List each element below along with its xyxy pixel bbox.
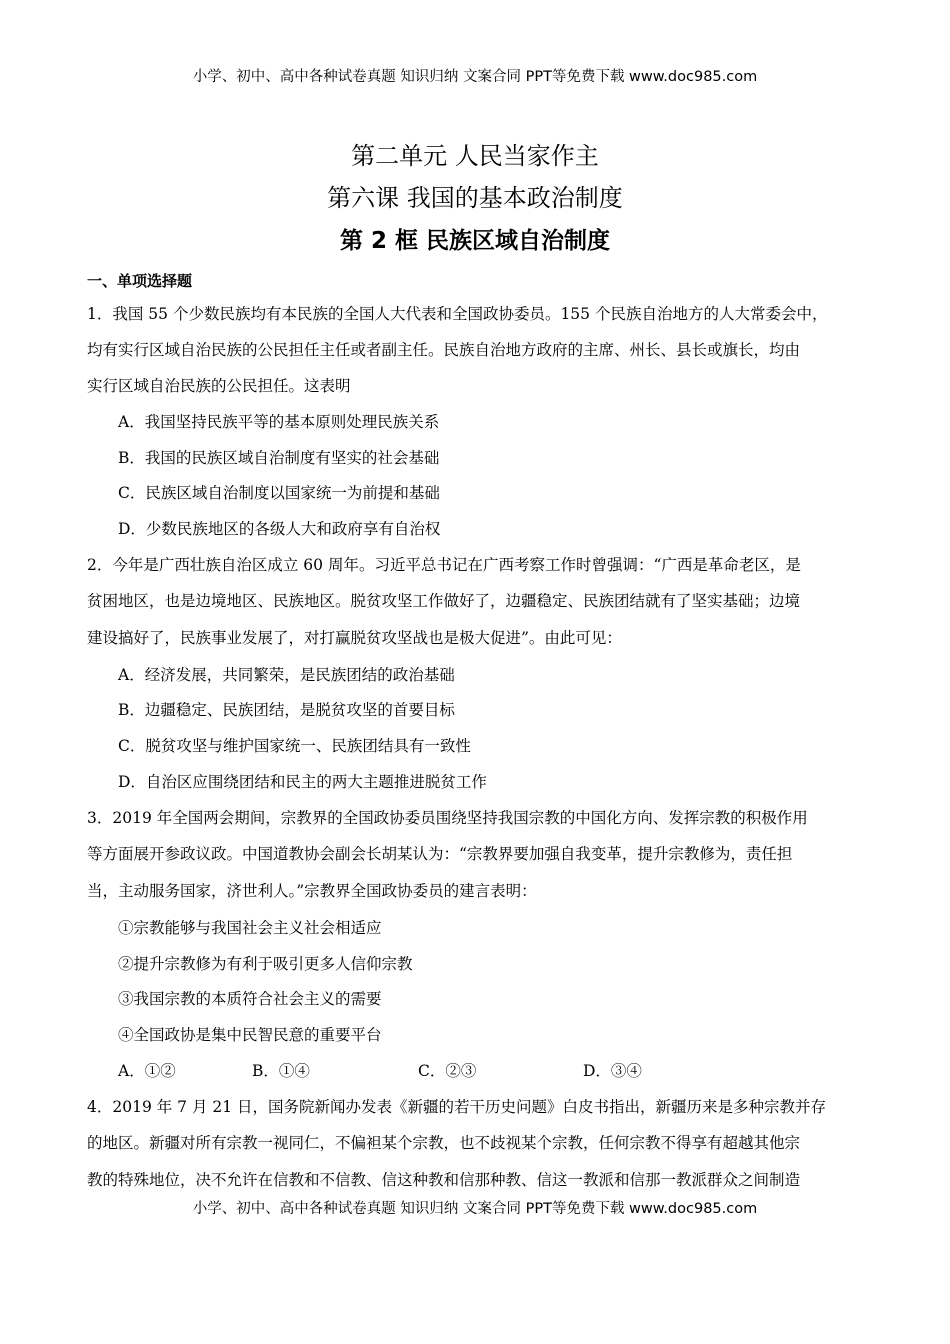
question-1-option-d: D．少数民族地区的各级人大和政府享有自治权 <box>118 520 441 538</box>
question-3-choice-c: C．②③ <box>418 1062 477 1080</box>
question-2-option-b: B．边疆稳定、民族团结，是脱贫攻坚的首要目标 <box>118 701 455 719</box>
question-3-statement-4: ④全国政协是集中民智民意的重要平台 <box>118 1026 382 1044</box>
question-1-line-3: 实行区域自治民族的公民担任。这表明 <box>87 377 351 395</box>
question-2-option-a: A．经济发展，共同繁荣，是民族团结的政治基础 <box>118 666 455 684</box>
question-1-line-2: 均有实行区域自治民族的公民担任主任或者副主任。民族自治地方政府的主席、州长、县长或旗长，均由 <box>87 341 801 359</box>
question-2-line-2: 贫困地区，也是边境地区、民族地区。脱贫攻坚工作做好了，边疆稳定、民族团结就有了坚实基础；边境 <box>87 592 801 610</box>
question-2-line-1: 2．今年是广西壮族自治区成立 60 周年。习近平总书记在广西考察工作时曾强调：“广西是革命老区，是 <box>87 556 801 574</box>
lesson-title: 第六课 我国的基本政治制度 <box>327 184 623 212</box>
question-2-option-d: D．自治区应围绕团结和民主的两大主题推进脱贫工作 <box>118 773 487 791</box>
section-heading: 一、单项选择题 <box>87 272 193 290</box>
question-3-statement-2: ②提升宗教修为有利于吸引更多人信仰宗教 <box>118 955 413 973</box>
question-1-option-c: C．民族区域自治制度以国家统一为前提和基础 <box>118 484 440 502</box>
unit-title: 第二单元 人民当家作主 <box>351 142 599 170</box>
question-2-line-3: 建设搞好了，民族事业发展了，对打赢脱贫攻坚战也是极大促进”。由此可见： <box>87 629 622 647</box>
footer-banner: 小学、初中、高中各种试卷真题 知识归纳 文案合同 PPT等免费下载 www.doc985.com <box>192 1201 758 1217</box>
question-3-line-2: 等方面展开参政议政。中国道教协会副会长胡某认为：“宗教界要加强自我变革，提升宗教修为，责任担 <box>87 845 793 863</box>
question-3-line-1: 3．2019 年全国两会期间，宗教界的全国政协委员围绕坚持我国宗教的中国化方向、发挥宗教的积极作用 <box>87 809 808 827</box>
question-3-choice-d: D．③④ <box>583 1062 642 1080</box>
question-3-statement-3: ③我国宗教的本质符合社会主义的需要 <box>118 990 382 1008</box>
question-4-line-1: 4．2019 年 7 月 21 日，国务院新闻办发表《新疆的若干历史问题》白皮书指出，新疆历来是多种宗教并存 <box>87 1098 827 1116</box>
question-3-choice-a: A．①② <box>118 1062 176 1080</box>
frame-title: 第 2 框 民族区域自治制度 <box>339 228 611 254</box>
question-4-line-2: 的地区。新疆对所有宗教一视同仁，不偏袒某个宗教，也不歧视某个宗教，任何宗教不得享有超越其他宗 <box>87 1134 801 1152</box>
question-1-option-a: A．我国坚持民族平等的基本原则处理民族关系 <box>118 413 440 431</box>
question-2-option-c: C．脱贫攻坚与维护国家统一、民族团结具有一致性 <box>118 737 471 755</box>
header-banner: 小学、初中、高中各种试卷真题 知识归纳 文案合同 PPT等免费下载 www.doc985.com <box>192 69 758 85</box>
question-1-line-1: 1．我国 55 个少数民族均有本民族的全国人大代表和全国政协委员。155 个民族自治地方的人大常委会中， <box>87 305 828 323</box>
question-3-statement-1: ①宗教能够与我国社会主义社会相适应 <box>118 919 382 937</box>
question-3-choice-b: B．①④ <box>252 1062 310 1080</box>
question-3-line-3: 当，主动服务国家，济世利人。”宗教界全国政协委员的建言表明： <box>87 882 537 900</box>
question-1-option-b: B．我国的民族区域自治制度有坚实的社会基础 <box>118 449 440 467</box>
question-4-line-3: 教的特殊地位，决不允许在信教和不信教、信这种教和信那种教、信这一教派和信那一教派群众之间制造 <box>87 1171 801 1189</box>
